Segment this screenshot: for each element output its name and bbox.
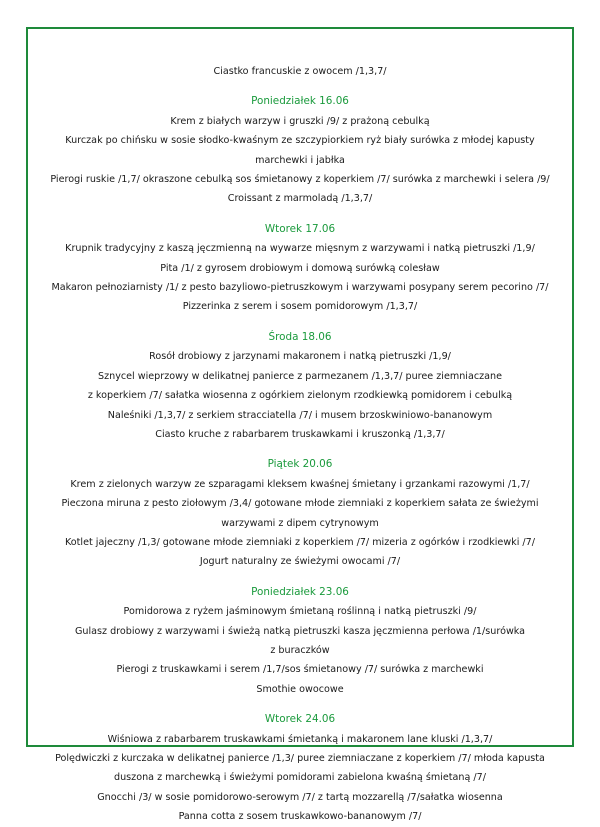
menu-line: Sznycel wieprzowy w delikatnej panierce z parmezanem /1,3,7/ puree ziemniaczane	[97, 370, 503, 382]
menu-content	[28, 62, 572, 827]
menu-line: marchewki i jabłka	[255, 154, 345, 166]
menu-line: Krem z białych warzyw i gruszki /9/ z prażoną cebulką	[170, 115, 430, 127]
menu-line: Naleśniki /1,3,7/ z serkiem stracciatella /7/ i musem brzoskwiniowo-bananowym	[107, 409, 493, 421]
menu-line: Ciasto kruche z rabarbarem truskawkami i kruszonką /1,3,7/	[155, 428, 445, 440]
menu-line: warzywami z dipem cytrynowym	[221, 517, 379, 529]
menu-line: Pieczona miruna z pesto ziołowym /3,4/ gotowane młode ziemniaki z koperkiem sałata ze świeżymi	[61, 498, 539, 510]
day-title: Poniedziałek 23.06	[251, 585, 349, 598]
menu-line: Croissant z marmoladą /1,3,7/	[227, 193, 373, 205]
day-title: Wtorek 17.06	[264, 222, 336, 235]
menu-line: Gnocchi /3/ w sosie pomidorowo-serowym /7/ z tartą mozzarellą /7/sałatka wiosenna	[97, 791, 503, 803]
menu-line: Smothie owocowe	[256, 683, 344, 695]
menu-line: Pierogi z truskawkami i serem /1,7/sos śmietanowy /7/ surówka z marchewki	[116, 664, 484, 676]
menu-line: Kurczak po chińsku w sosie słodko-kwaśnym ze szczypiorkiem ryż biały surówka z młodej kapusty	[65, 135, 535, 147]
menu-line: Pita /1/ z gyrosem drobiowym i domową surówką colesław	[160, 262, 440, 274]
menu-line: Krupnik tradycyjny z kaszą jęczmienną na wywarze mięsnym z warzywami i natką pietruszki /1,9/	[65, 243, 535, 255]
menu-line: Pierogi ruskie /1,7/ okraszone cebulką sos śmietanowy z koperkiem /7/ surówka z marchewki i selera /9/	[50, 174, 550, 186]
menu-line: duszona z marchewką i świeżymi pomidorami zabielona kwaśną śmietaną /7/	[114, 772, 486, 784]
menu-line: Wiśniowa z rabarbarem truskawkami śmietanką i makaronem lane kluski /1,3,7/	[107, 733, 493, 745]
day-title: Wtorek 24.06	[264, 713, 336, 726]
menu-line: Rosół drobiowy z jarzynami makaronem i natką pietruszki /1,9/	[149, 351, 451, 363]
menu-line: Jogurt naturalny ze świeżymi owocami /7/	[199, 556, 401, 568]
day-title: Piątek 20.06	[267, 458, 333, 471]
menu-line: Pizzerinka z serem i sosem pomidorowym /1,3,7/	[182, 301, 418, 313]
menu-line: z koperkiem /7/ sałatka wiosenna z ogórkiem zielonym rzodkiewką pomidorem i cebulką	[87, 390, 513, 402]
menu-line: Gulasz drobiowy z warzywami i świeżą natką pietruszki kasza jęczmienna perłowa /1/surówka	[74, 625, 526, 637]
day-title: Poniedziałek 16.06	[251, 95, 349, 108]
menu-line: Makaron pełnoziarnisty /1/ z pesto bazyliowo-pietruszkowym i warzywami posypany serem pecorino /7/	[51, 282, 549, 294]
menu-line: Kotlet jajeczny /1,3/ gotowane młode ziemniaki z koperkiem /7/ mizeria z ogórków i rzodkiewki /7/	[64, 536, 536, 548]
intro-line: Ciastko francuskie z owocem /1,3,7/	[213, 66, 387, 77]
menu-line: Krem z zielonych warzyw ze szparagami kleksem kwaśnej śmietany i grzankami razowymi /1,7/	[70, 478, 530, 490]
day-title: Środa 18.06	[268, 330, 332, 343]
menu-line: Panna cotta z sosem truskawkowo-bananowym /7/	[178, 811, 422, 823]
menu-line: Polędwiczki z kurczaka w delikatnej panierce /1,3/ puree ziemniaczane z koperkiem /7/ młoda kapusta	[55, 753, 545, 764]
menu-line: z buraczków	[270, 644, 330, 656]
menu-line: Pomidorowa z ryżem jaśminowym śmietaną roślinną i natką pietruszki /9/	[123, 606, 477, 618]
